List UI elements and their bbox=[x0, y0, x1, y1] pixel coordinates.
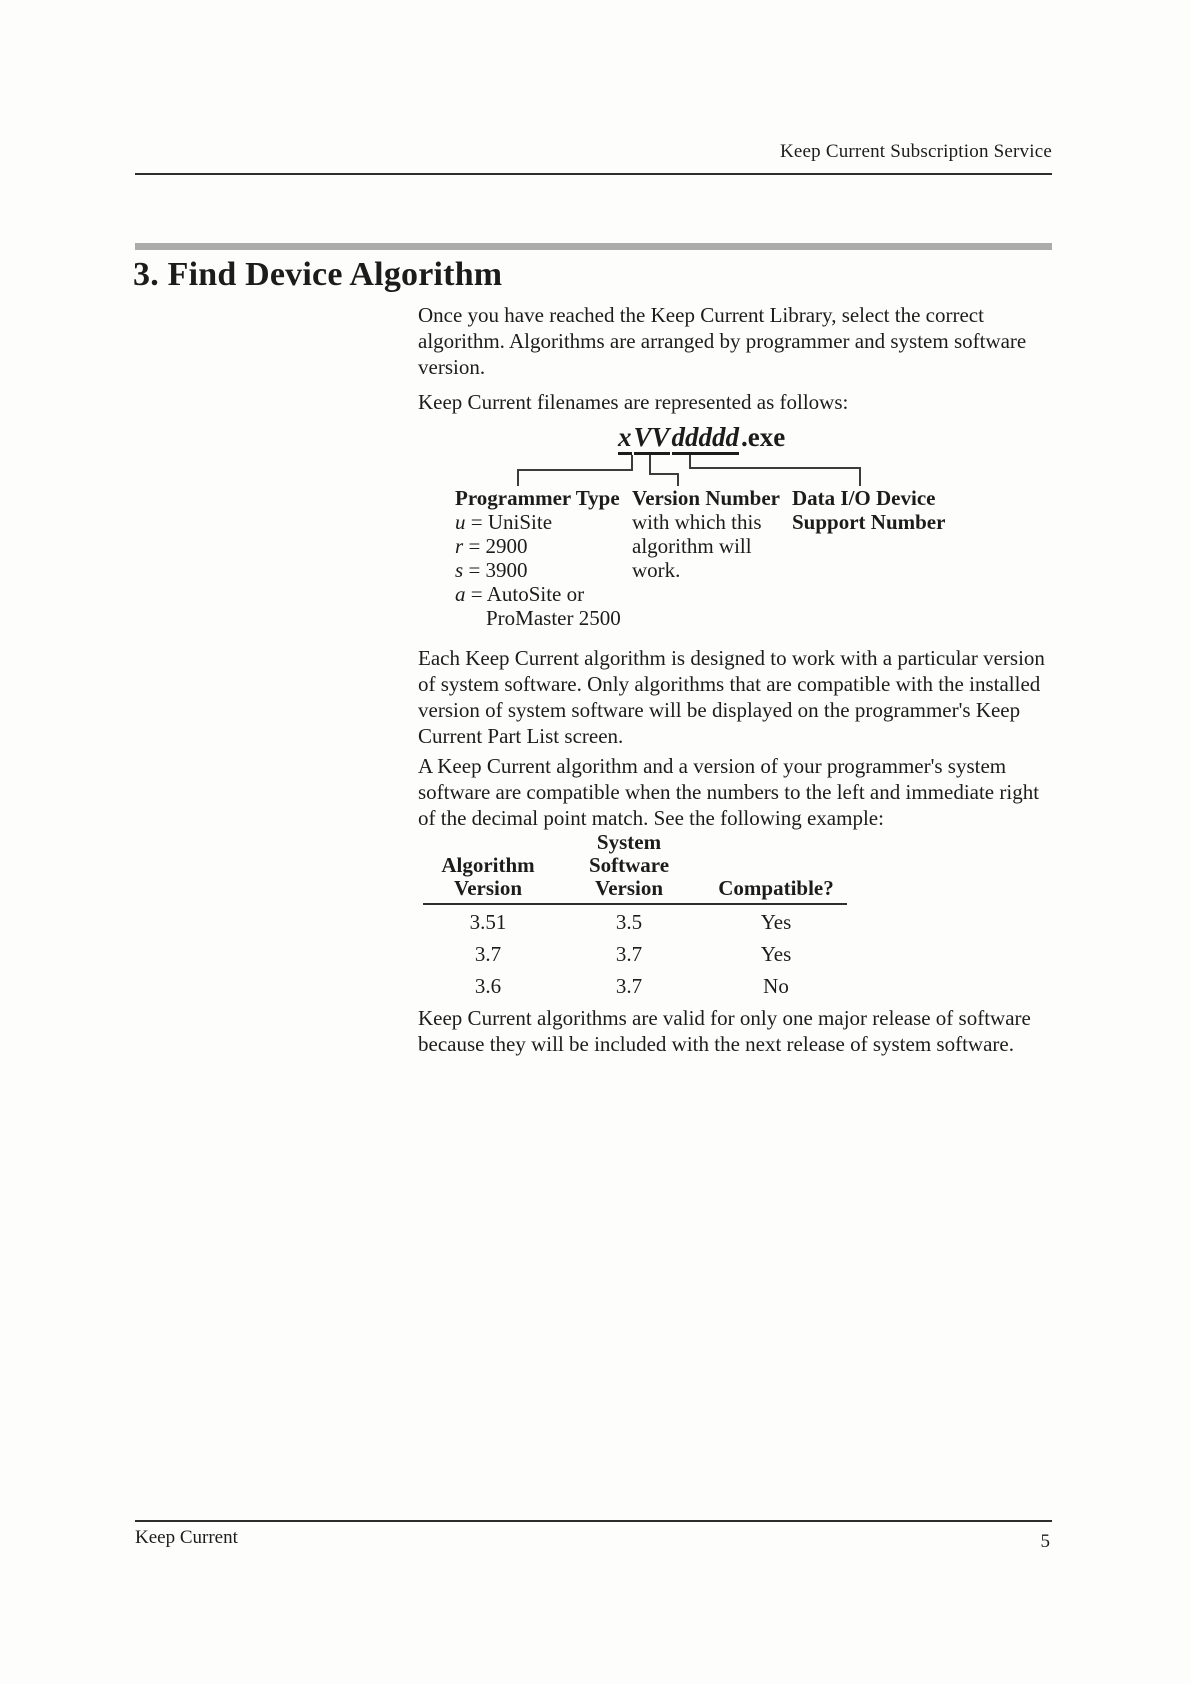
cell-algorithm-version: 3.6 bbox=[474, 974, 502, 998]
header-line: Version bbox=[453, 876, 523, 900]
intro-paragraph: Once you have reached the Keep Current Library, select the correct algorithm. Algorithms are arranged by programmer and system software version. bbox=[418, 303, 1027, 379]
entry-value: ProMaster 2500 bbox=[486, 606, 621, 630]
header-line: System bbox=[596, 830, 662, 854]
validity-paragraph: Keep Current algorithms are valid for only one major release of software because they will be included with the next release of system software. bbox=[418, 1006, 1031, 1056]
entry-value: AutoSite or bbox=[486, 582, 585, 606]
table-row bbox=[423, 907, 847, 937]
entry-separator: = bbox=[470, 510, 488, 534]
connector-line bbox=[649, 455, 651, 473]
connector-line bbox=[689, 455, 691, 467]
connector-line bbox=[689, 467, 861, 469]
header-line: Version bbox=[594, 876, 664, 900]
header-system-software-version bbox=[553, 831, 705, 903]
filename-device-code: ddddd bbox=[672, 422, 740, 455]
filename-programmer-code: x bbox=[618, 422, 632, 455]
section-divider-bar bbox=[135, 243, 1052, 250]
entry-value: 2900 bbox=[485, 534, 528, 558]
header-line: Compatible? bbox=[718, 876, 834, 900]
connector-line bbox=[859, 467, 861, 486]
matching-paragraph: A Keep Current algorithm and a version of your programmer's system software are compatible when the numbers to the left and immediate right of the decimal point match. See the following example: bbox=[418, 754, 1040, 830]
compatibility-table-header bbox=[423, 831, 847, 903]
connector-line bbox=[517, 469, 633, 471]
entry-value: UniSite bbox=[487, 510, 553, 534]
version-number-label bbox=[632, 486, 802, 582]
cell-system-version: 3.5 bbox=[615, 910, 643, 934]
footer-page-number: 5 bbox=[1040, 1531, 1050, 1552]
header-compatible bbox=[705, 877, 847, 903]
table-row bbox=[423, 939, 847, 969]
table-row bbox=[423, 971, 847, 1001]
cell-algorithm-version: 3.7 bbox=[474, 942, 502, 966]
cell-algorithm-version: 3.51 bbox=[469, 910, 507, 934]
running-header: Keep Current Subscription Service bbox=[779, 141, 1052, 162]
version-number-title: Version Number bbox=[632, 486, 780, 510]
programmer-type-entry-continuation bbox=[455, 606, 665, 630]
filename-version-code: VV bbox=[634, 422, 670, 455]
device-support-title-line1: Data I/O Device bbox=[792, 486, 936, 510]
entry-code: a bbox=[455, 582, 466, 606]
entry-separator: = bbox=[468, 534, 486, 558]
table-header-rule bbox=[423, 903, 847, 905]
cell-compatible: Yes bbox=[760, 910, 792, 934]
device-support-label bbox=[792, 486, 1002, 534]
connector-line bbox=[677, 473, 679, 486]
footer-rule bbox=[135, 1520, 1052, 1522]
header-algorithm-version bbox=[423, 854, 553, 903]
cell-system-version: 3.7 bbox=[615, 942, 643, 966]
compatibility-paragraph: Each Keep Current algorithm is designed to work with a particular version of system software. Only algorithms that are compatible with the installed version of system software will be displayed on the programmer's Keep Current Part List screen. bbox=[418, 646, 1045, 748]
programmer-type-title: Programmer Type bbox=[455, 486, 620, 510]
programmer-type-entry bbox=[455, 582, 665, 606]
device-support-title-line2: Support Number bbox=[792, 510, 946, 534]
section-heading: 3. Find Device Algorithm bbox=[133, 256, 503, 293]
entry-code: s bbox=[455, 558, 464, 582]
cell-compatible: Yes bbox=[760, 942, 792, 966]
filename-diagram bbox=[418, 424, 1058, 636]
connector-line bbox=[631, 455, 633, 469]
header-rule bbox=[135, 173, 1052, 175]
filename-example bbox=[618, 422, 785, 455]
entry-separator: = bbox=[468, 558, 486, 582]
cell-compatible: No bbox=[763, 974, 789, 998]
compatibility-table bbox=[423, 831, 847, 1001]
header-line: Algorithm bbox=[441, 853, 535, 877]
header-line: Software bbox=[588, 853, 670, 877]
filenames-lead-in: Keep Current filenames are represented as follows: bbox=[418, 390, 849, 414]
entry-value: 3900 bbox=[485, 558, 528, 582]
entry-code: r bbox=[455, 534, 464, 558]
filename-extension: .exe bbox=[741, 422, 786, 452]
entry-separator: = bbox=[470, 582, 487, 606]
entry-code: u bbox=[455, 510, 466, 534]
footer-book-title: Keep Current bbox=[135, 1527, 238, 1548]
connector-line bbox=[517, 469, 519, 486]
connector-line bbox=[649, 473, 679, 475]
version-number-description: with which this algorithm will work. bbox=[632, 510, 762, 582]
cell-system-version: 3.7 bbox=[615, 974, 643, 998]
